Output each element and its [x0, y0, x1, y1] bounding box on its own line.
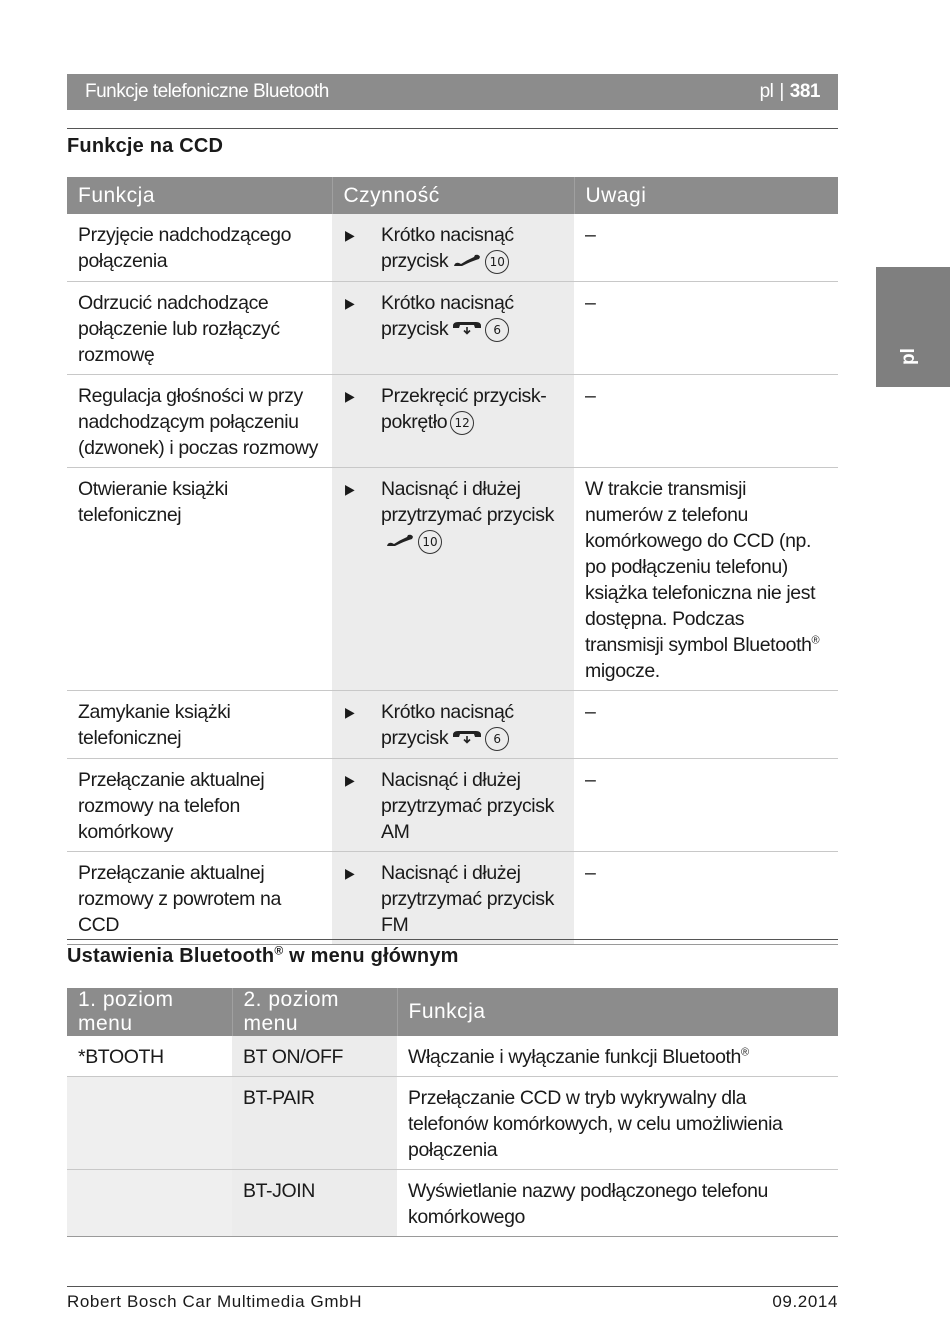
menu-level-1-cell [67, 1170, 232, 1237]
table-row [67, 690, 838, 758]
table-row [67, 1170, 838, 1237]
table-row [67, 851, 838, 944]
function-cell: Przyjęcie nadchodzącego połączenia [67, 214, 332, 281]
bullet-triangle-icon: ▶ [345, 294, 355, 311]
column-header: Funkcja [397, 988, 838, 1036]
action-text: Krótko nacisnąć przycisk [381, 291, 514, 340]
function-cell: Przełączanie aktualnej rozmowy z powrotem na CCD [67, 851, 332, 944]
section-rule [67, 939, 838, 940]
bullet-triangle-icon: ▶ [345, 864, 355, 881]
column-header: 2. poziom menu [232, 988, 397, 1036]
table-row [67, 758, 838, 851]
phone-pickup-icon [452, 249, 482, 275]
table-header-row [67, 988, 838, 1036]
note-cell: – [574, 281, 838, 374]
bullet-triangle-icon: ▶ [345, 480, 355, 497]
menu-function-cell: Przełączanie CCD w tryb wykrywalny dla telefonów komórkowych, w celu umożliwienia połączenia [397, 1077, 838, 1170]
table-row [67, 374, 838, 467]
bullet-triangle-icon: ▶ [345, 703, 355, 720]
column-header: Uwagi [574, 177, 838, 214]
side-tab-label: pl [898, 348, 919, 365]
button-number-badge: 10 [485, 250, 509, 274]
footer-company: Robert Bosch Car Multimedia GmbH [67, 1292, 363, 1311]
phone-hangup-icon [452, 317, 482, 343]
ccd-functions-table [67, 177, 838, 945]
page-number-block [760, 81, 820, 103]
function-cell: Przełączanie aktualnej rozmowy na telefon komórkowy [67, 758, 332, 851]
page-header [67, 74, 838, 110]
bullet-triangle-icon: ▶ [345, 387, 355, 404]
table-header-row [67, 177, 838, 214]
bullet-triangle-icon: ▶ [345, 227, 355, 243]
action-text: Krótko nacisnąć przycisk [381, 224, 514, 272]
menu-level-2-cell: BT-JOIN [232, 1170, 397, 1237]
action-cell [332, 851, 574, 944]
note-cell: – [574, 758, 838, 851]
action-cell [332, 281, 574, 374]
function-cell: Zamykanie książki telefonicznej [67, 690, 332, 758]
menu-function-cell: Włączanie i wyłączanie funkcji Bluetooth® [397, 1036, 838, 1077]
header-separator: | [779, 81, 784, 102]
menu-level-2-cell: BT ON/OFF [232, 1036, 397, 1077]
section-title-ccd: Funkcje na CCD [67, 135, 224, 157]
bullet-triangle-icon: ▶ [345, 771, 355, 788]
action-cell [332, 374, 574, 467]
column-header: 1. poziom menu [67, 988, 232, 1036]
menu-level-1-cell: *BTOOTH [67, 1036, 232, 1077]
footer-date: 09.2014 [772, 1292, 838, 1311]
table-row [67, 214, 838, 281]
column-header: Funkcja [67, 177, 332, 214]
footer-rule [67, 1286, 838, 1287]
table-row [67, 467, 838, 690]
table-row [67, 281, 838, 374]
function-cell: Odrzucić nadchodzące połączenie lub rozłączyć rozmowę [67, 281, 332, 374]
table-row [67, 1077, 838, 1170]
action-cell [332, 467, 574, 690]
menu-level-1-cell [67, 1077, 232, 1170]
action-cell [332, 758, 574, 851]
phone-hangup-icon [452, 726, 482, 752]
action-text: Nacisnąć i dłużej przytrzymać przycisk AM [381, 768, 554, 843]
note-cell: – [574, 374, 838, 467]
section-title-bluetooth-menu [67, 945, 459, 968]
header-title: Funkcje telefoniczne Bluetooth [85, 81, 329, 102]
button-number-badge: 6 [485, 727, 509, 751]
action-text: Nacisnąć i dłużej przytrzymać przycisk FM [381, 861, 554, 936]
phone-pickup-icon [385, 529, 415, 555]
section-title-text: Ustawienia Bluetooth® w menu głównym [67, 943, 459, 967]
note-cell: – [574, 690, 838, 758]
bluetooth-menu-table [67, 988, 838, 1237]
function-cell: Regulacja głośności w przy nadchodzącym połączeniu (dzwonek) i poczas rozmowy [67, 374, 332, 467]
column-header: Czynność [332, 177, 574, 214]
action-text: Krótko nacisnąć przycisk [381, 700, 514, 749]
page-number: 381 [789, 81, 820, 102]
note-cell: – [574, 214, 838, 281]
function-cell: Otwieranie książki telefonicznej [67, 467, 332, 690]
header-lang: pl [759, 81, 774, 102]
menu-function-cell: Wyświetlanie nazwy podłączonego telefonu komórkowego [397, 1170, 838, 1237]
button-number-badge: 10 [418, 530, 442, 554]
action-text: Nacisnąć i dłużej przytrzymać przycisk [381, 477, 554, 526]
button-number-badge: 6 [485, 318, 509, 342]
menu-level-2-cell: BT-PAIR [232, 1077, 397, 1170]
language-side-tab [876, 267, 950, 387]
table-row [67, 1036, 838, 1077]
section-rule [67, 128, 838, 129]
note-cell: W trakcie transmisji numerów z telefonu komórkowego do CCD (np. po podłączeniu telefonu) książka telefoniczna nie jest dostępna. Podczas transmisji symbol Bluetooth® migocze. [574, 467, 838, 690]
note-cell: – [574, 851, 838, 944]
action-cell [332, 690, 574, 758]
action-text: Przekręcić przycisk-pokrętło [381, 384, 547, 433]
action-cell [332, 214, 574, 281]
button-number-badge: 12 [450, 411, 474, 435]
